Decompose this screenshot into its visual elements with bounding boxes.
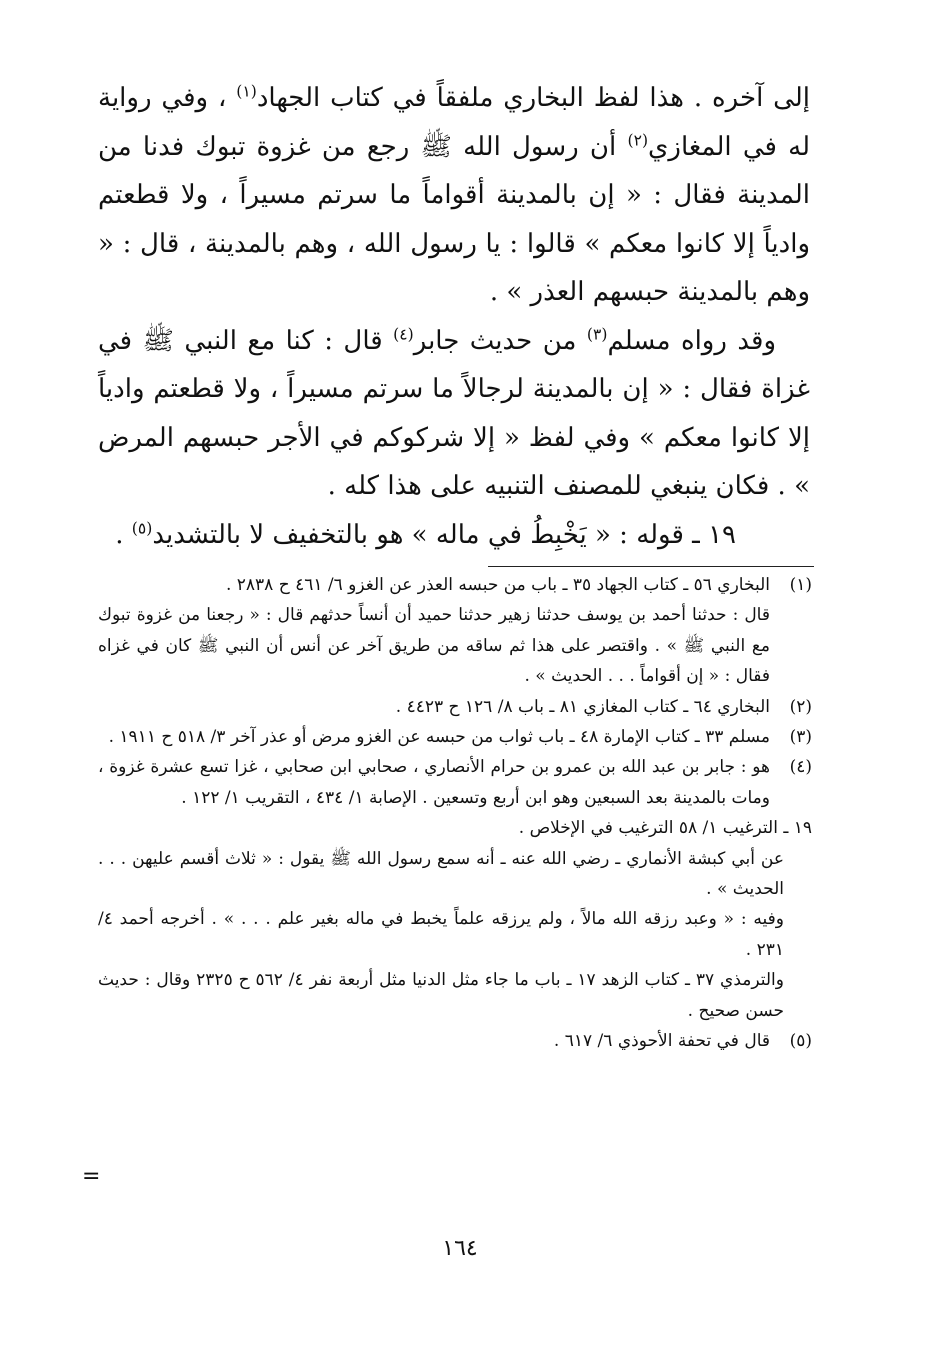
footnote-2	[98, 692, 812, 722]
footnote-3-text: مسلم ٣٣ ـ كتاب الإمارة ٤٨ ـ باب ثواب من حبسه عن الغزو مرض أو عذر آخر ٣/ ٥١٨ ح ١٩١١ .	[108, 727, 770, 748]
footnote-5-text: قال في تحفة الأحوذي ٦/ ٦١٧ .	[553, 1031, 770, 1052]
paragraph-1-text-c: أن رسول الله ﷺ رجع من غزوة تبوك فدنا من المدينة فقال : « إن بالمدينة أقواماً ما سرتم مسيراً ، ولا قطعتم وادياً إلا كانوا معكم » قالوا : يا رسول الله ، وهم بالمدينة ، قال : « وهم بالمدينة حبسهم العذر » .	[98, 131, 810, 307]
footnote-1-text: البخاري ٥٦ ـ كتاب الجهاد ٣٥ ـ باب من حبسه العذر عن الغزو ٦/ ٤٦١ ح ٢٨٣٨ .	[225, 575, 770, 595]
page-number: ١٦٤	[442, 1236, 478, 1261]
footnote-ref-1: (١)	[236, 82, 257, 101]
footnote-19-detail-1	[98, 844, 812, 905]
paragraph-3	[98, 511, 810, 560]
footnote-4-text: هو : جابر بن عبد الله بن عمرو بن حرام الأنصاري ، صحابي ابن صحابي ، غزا تسع عشرة غزوة ، ومات بالمدينة بعد السبعين وهو ابن أربع وتسعين . الإصابة ١/ ٤٣٤ ، التقريب ١/ ١٢٢ .	[98, 757, 770, 808]
footnote-number-2: (٢)	[789, 696, 812, 717]
footnote-19-detail-1-text: عن أبي كبشة الأنماري ـ رضي الله عنه ـ أنه سمع رسول الله ﷺ يقول : « ثلاث أقسم عليهن . . . الحديث » .	[98, 848, 784, 900]
footnote-1-detail	[98, 600, 812, 691]
footnote-19-detail-2-text: وفيه : « وعبد رزقه الله مالاً ، ولم يرزقه علماً يخبط في ماله بغير علم . . . » . أخرجه أحمد ٤/ ٢٣١ .	[98, 909, 784, 960]
paragraph-1-text-b: ، وفي رواية له في المغازي	[98, 83, 810, 162]
paragraph-1	[98, 74, 810, 317]
footnote-ref-3: (٣)	[586, 324, 608, 343]
footnote-ref-4: (٤)	[393, 324, 414, 343]
footnote-2-text: البخاري ٦٤ ـ كتاب المغازي ٨١ ـ باب ٨/ ١٢٦ ح ٤٤٢٣ .	[395, 696, 770, 717]
footnote-number-5: (٥)	[789, 1031, 812, 1052]
main-text	[98, 74, 810, 559]
paragraph-3-text-a: ١٩ ـ قوله : « يَخْبِطُ في ماله » هو بالتخفيف لا بالتشديد	[152, 519, 736, 550]
footnote-divider	[488, 566, 814, 567]
footnote-ref-2: (٢)	[627, 130, 649, 149]
footnote-number-1: (١)	[789, 575, 812, 595]
footnote-3	[98, 722, 812, 752]
footnote-ref-5: (٥)	[131, 518, 153, 537]
footnote-19-detail-2	[98, 904, 812, 965]
paragraph-2-text-c: قال : كنا مع النبي ﷺ في غزاة فقال : « إن بالمدينة لرجالاً ما سرتم مسيراً ، ولا قطعتم وادياً إلا كانوا معكم » وفي لفظ « إلا شركوكم في الأجر حبسهم المرض » . فكان ينبغي للمصنف التنبيه على هذا كله .	[98, 325, 810, 501]
footnote-19-detail-3-text: والترمذي ٣٧ ـ كتاب الزهد ١٧ ـ باب ما جاء مثل الدنيا مثل أربعة نفر ٤/ ٥٦٢ ح ٢٣٢٥ وقال : حديث حسن صحيح .	[98, 970, 784, 1021]
footnotes	[98, 570, 812, 1057]
paragraph-1-text-a: إلى آخره . هذا لفظ البخاري ملفقاً في كتاب الجهاد	[256, 83, 810, 113]
footnote-number-3: (٣)	[789, 727, 812, 748]
continuation-mark: =	[82, 1164, 101, 1189]
footnote-number-4: (٤)	[789, 757, 812, 778]
paragraph-3-text-b: .	[115, 519, 132, 550]
footnote-1-detail-text: قال : حدثنا أحمد بن يوسف حدثنا زهير حدثنا حميد أن أنساً حدثهم قال : « رجعنا من غزوة تبوك مع النبي ﷺ » . واقتصر على هذا ثم ساقه من طريق آخر عن أنس أن النبي ﷺ كان في غزاه فقال : « إن أقواماً . . . الحديث » .	[98, 605, 770, 687]
footnote-19	[98, 813, 812, 843]
footnote-4	[98, 752, 812, 813]
paragraph-2-text-a: وقد رواه مسلم	[607, 325, 777, 356]
footnote-19-detail-3	[98, 965, 812, 1026]
paragraph-2	[98, 317, 810, 511]
footnote-5	[98, 1026, 812, 1056]
footnote-19-text: ١٩ ـ الترغيب ١/ ٥٨ الترغيب في الإخلاص .	[518, 818, 812, 839]
footnote-1	[98, 570, 812, 600]
paragraph-2-text-b: من حديث جابر	[413, 325, 587, 356]
